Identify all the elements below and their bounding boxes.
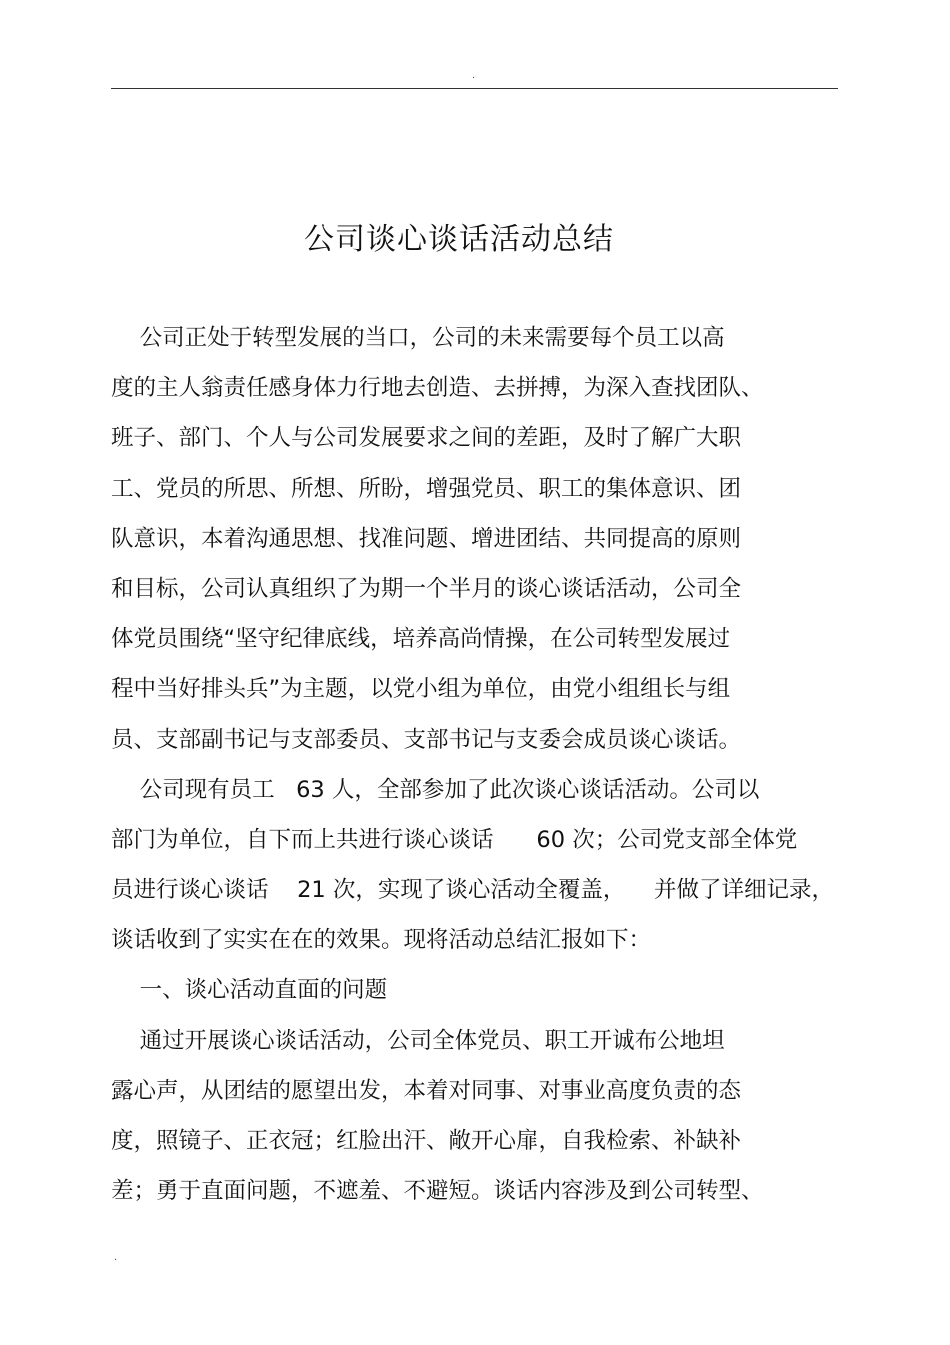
body-line: 露心声，从团结的愿望出发，本着对同事、对事业高度负责的态: [111, 1077, 742, 1104]
header-rule: [111, 88, 838, 89]
body-line: 队意识，本着沟通思想、找准问题、增进团结、共同提高的原则: [111, 525, 742, 552]
body-line: 度，照镜子、正衣冠；红脸出汗、敞开心扉，自我检索、补缺补: [111, 1128, 742, 1154]
body-line: 部门为单位，自下而上共进行谈心谈话 60 次；公司党支部全体党: [111, 826, 798, 853]
body-line: 工、党员的所思、所想、所盼，增强党员、职工的集体意识、团: [111, 475, 742, 502]
document-body: [111, 313, 835, 1216]
body-line: 程中当好排头兵”为主题，以党小组为单位，由党小组组长与组: [111, 676, 731, 703]
body-line: 公司现有员工 63 人，全部参加了此次谈心谈话活动。公司以: [111, 776, 760, 803]
body-line: 度的主人翁责任感身体力行地去创造、去拼搏，为深入查找团队、: [111, 375, 764, 402]
body-line: 差；勇于直面问题，不遮羞、不避短。谈话内容涉及到公司转型、: [111, 1178, 764, 1205]
section-heading: 一、谈心活动直面的问题: [111, 977, 388, 1004]
document-title: 公司谈心谈话活动总结: [304, 222, 614, 257]
body-line: 体党员围绕“坚守纪律底线，培养高尚情操，在公司转型发展过: [111, 626, 731, 653]
body-line: 班子、部门、个人与公司发展要求之间的差距，及时了解广大职: [111, 425, 742, 452]
body-line: 员进行谈心谈话 21 次，实现了谈心活动全覆盖， 并做了详细记录，: [111, 877, 835, 904]
body-line: 通过开展谈心谈话活动，公司全体党员、职工开诚布公地坦: [111, 1027, 725, 1054]
footer-mark: .: [114, 1252, 118, 1263]
body-line: 和目标，公司认真组织了为期一个半月的谈心谈话活动，公司全: [111, 575, 742, 602]
header-mark: .: [472, 70, 476, 81]
body-line: 员、支部副书记与支部委员、支部书记与支委会成员谈心谈话。: [111, 726, 742, 753]
body-line: 谈话收到了实实在在的效果。现将活动总结汇报如下：: [111, 927, 652, 954]
body-line: 公司正处于转型发展的当口，公司的未来需要每个员工以高: [111, 325, 725, 351]
